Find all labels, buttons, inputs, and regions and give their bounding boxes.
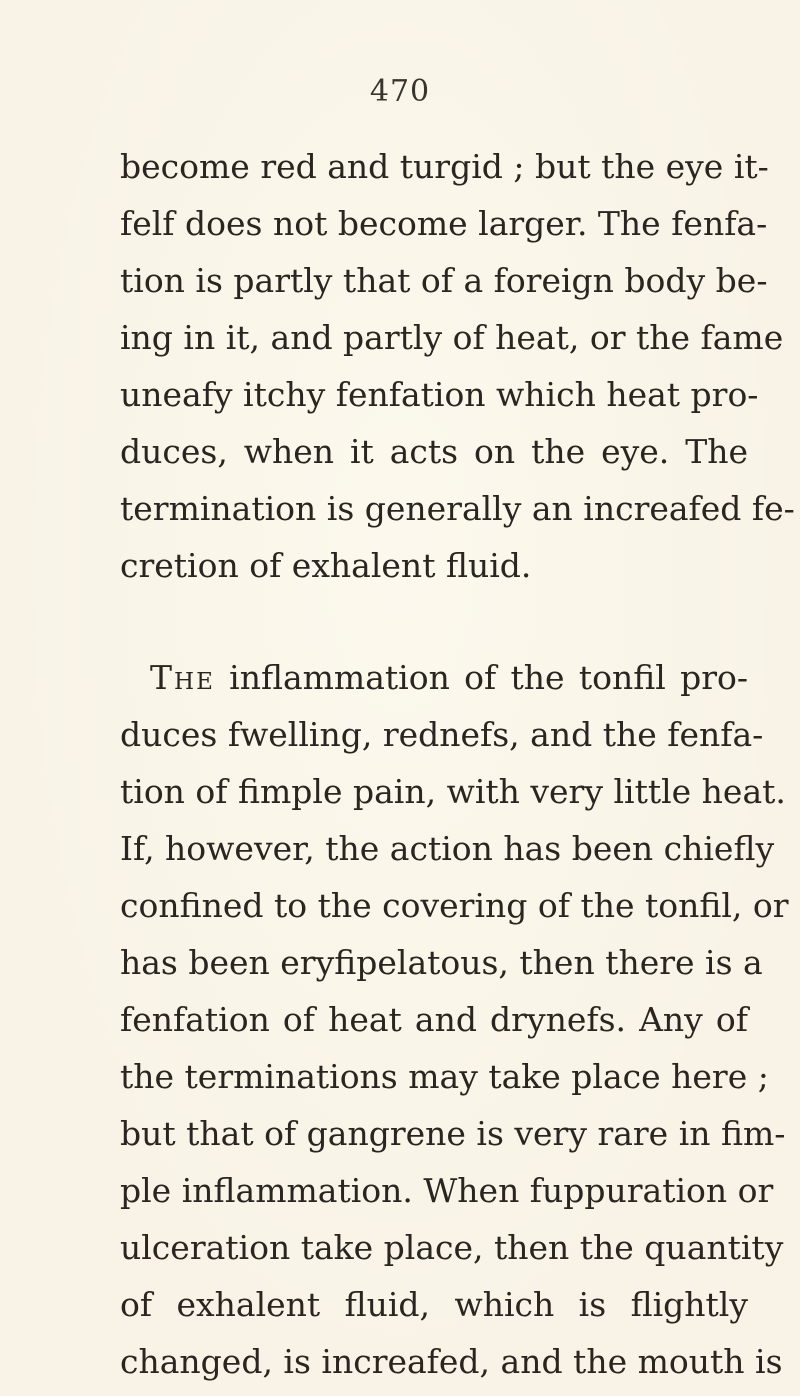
text-line: become red and turgid ; but the eye it- (120, 147, 769, 186)
text-line: of exhalent fluid, which is flightly (120, 1285, 748, 1324)
body-text (120, 138, 795, 1390)
text-line: confined to the covering of the tonfil, or (120, 886, 789, 925)
text-line: felf does not become larger. The fenfa- (120, 204, 768, 243)
paragraph-gap (120, 594, 748, 649)
text-line: the terminations may take place here ; (120, 1057, 769, 1096)
text-line-first (120, 649, 748, 706)
text-line: ple inflammation. When fuppuration or (120, 1171, 774, 1210)
text-line: ulceration take place, then the quantity (120, 1228, 784, 1267)
text-line: termination is generally an increafed fe- (120, 489, 795, 528)
text-line: uneafy itchy fenfation which heat pro- (120, 375, 759, 414)
text-line: but that of gangrene is very rare in fim- (120, 1114, 786, 1153)
page-number: 470 (369, 74, 431, 109)
text-line: cretion of exhalent fluid. (120, 546, 532, 585)
text-line: has been eryfipelatous, then there is a (120, 943, 763, 982)
text-line: duces fwelling, rednefs, and the fenfa- (120, 715, 764, 754)
text-line: duces, when it acts on the eye. The (120, 432, 748, 471)
paragraph-lead-word: The (150, 658, 215, 697)
text-line: tion of fimple pain, with very little heat. (120, 772, 786, 811)
text-line: If, however, the action has been chiefly (120, 829, 775, 868)
text-line-rest: inflammation of the tonfil pro- (214, 658, 748, 697)
paragraph-tonsil-inflammation (120, 649, 789, 1390)
text-line: ing in it, and partly of heat, or the fame (120, 318, 784, 357)
text-line: tion is partly that of a foreign body be- (120, 261, 768, 300)
text-line: changed, is increafed, and the mouth is (120, 1342, 783, 1381)
text-line: fenfation of heat and drynefs. Any of (120, 1000, 748, 1039)
paragraph-eye-inflammation (120, 138, 795, 594)
